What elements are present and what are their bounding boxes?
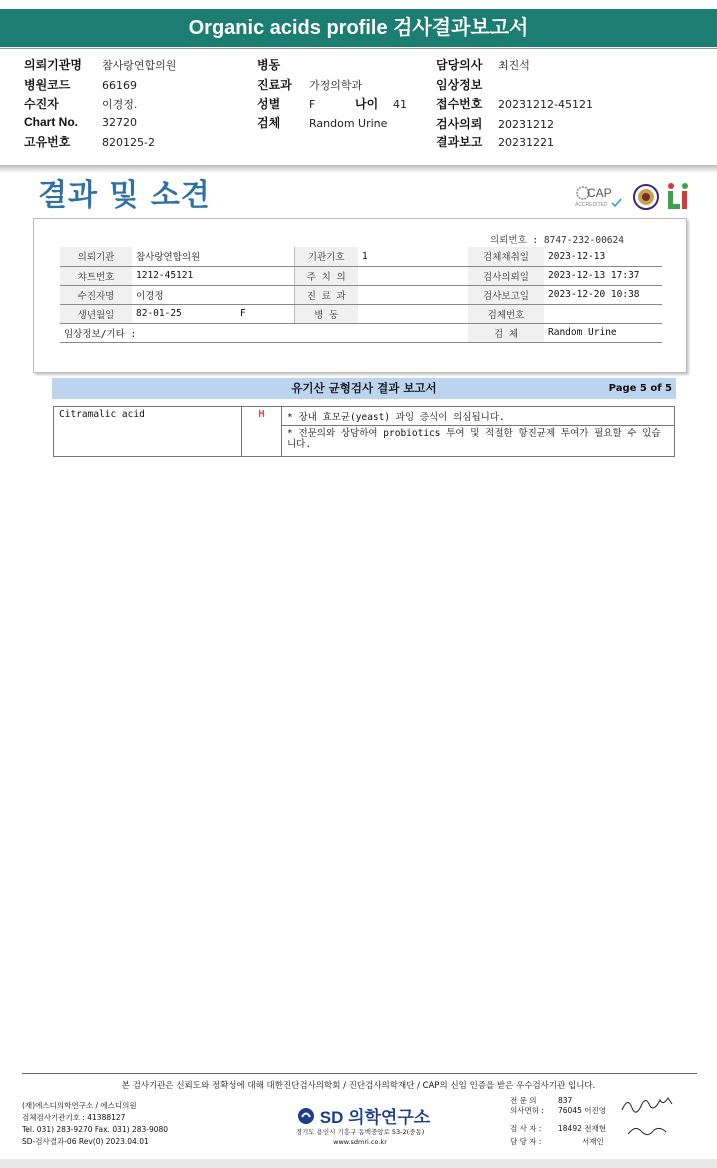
header-clinical-info: 임상정보: [436, 78, 483, 92]
analyte-name: Citramalic acid: [54, 407, 242, 457]
header-hospital-code: 병원코드 66169: [24, 78, 137, 92]
report-section-title: 유기산 균형검사 결과 보고서: [291, 381, 437, 395]
request-number: 의뢰번호 : 8747-232-00624: [490, 235, 624, 246]
society-seal-logo: [632, 182, 660, 212]
sd-lab-mark-icon: [297, 1107, 315, 1125]
result-table: [53, 406, 675, 457]
cap-sub-text: ACCREDITED: [575, 202, 608, 208]
patient-info-table: [60, 247, 662, 343]
header-doctor: 담당의사 최진석: [436, 58, 530, 72]
header-receipt-no: 접수번호 20231212-45121: [436, 97, 593, 111]
info-row: 의뢰기관 참사랑연합의원 기관기호 1 검체채취일 2023-12-13: [60, 247, 662, 266]
page-bottom-edge: [0, 1159, 717, 1168]
result-flag: H: [242, 407, 282, 457]
header-hospital: 의뢰기관명 참사랑연합의원: [24, 58, 177, 72]
header-unique-no: 고유번호 820125-2: [24, 135, 155, 149]
page-indicator: Page 5 of 5: [608, 383, 672, 394]
info-row-clinical: 임상정보/기타 : 검 체 Random Urine: [60, 323, 662, 342]
section-title: 결과 및 소견: [38, 178, 211, 213]
header-department: 진료과 가정의학과: [257, 78, 363, 92]
header-report-date: 결과보고 20231221: [436, 135, 554, 149]
lab-info: (재)에스디의학연구소 / 에스디의원 검체검사기관기호 : 41388127 Tel. 031) 283-9270 Fax. 031) 283-9080 SD-검사결과-06 Rev(0) 2023.04.01: [22, 1101, 169, 1146]
header-chart-no: Chart No. 32720: [24, 115, 137, 129]
comment-line: * 전문의와 상담하여 probiotics 투여 및 적절한 항진균제 투여가 필요할 수 있습니다.: [282, 426, 675, 457]
cap-logo: [574, 182, 630, 212]
foundation-logo: [665, 182, 691, 212]
report-title: Organic acids profile 검사결과보고서: [0, 9, 717, 47]
header-divider-top: [0, 48, 717, 49]
header-age: 나이 41: [355, 97, 407, 111]
table-row: [54, 407, 675, 426]
sd-lab-logo: SD 의학연구소: [297, 1103, 430, 1128]
header-sex: 성별 F: [257, 97, 316, 111]
header-request-date: 검사의뢰 20231212: [436, 117, 554, 131]
doctor-signature: [618, 1092, 678, 1142]
accreditation-note: 본 검사기관은 신뢰도와 정확성에 대해 대한진단검사의학회 / 진단검사의학재단 / CAP의 신임 인증을 받은 우수검사기관 입니다.: [121, 1081, 596, 1091]
header-ward: 병동: [257, 58, 281, 72]
cap-text: CAP: [587, 186, 612, 200]
footer-divider: [22, 1073, 697, 1074]
header-patient: 수진자 이경정.: [24, 97, 138, 111]
comment-line: * 장내 효모균(yeast) 과잉 증식이 의심됩니다.: [282, 407, 675, 426]
lab-address: 경기도 용인시 기흥구 동백중앙로 53-2(중동) www.sdmri.co.kr: [295, 1128, 425, 1146]
info-row: 생년월일 82-01-25 F 병 동 검체번호: [60, 304, 662, 323]
signers-list: 전 문 의 837 의사면허 : 76045 이진영 검 사 자 : 18492 전재현 담 당 자 : 서재인: [510, 1096, 606, 1146]
report-section-header: [52, 378, 676, 399]
info-row: 챠트번호 1212-45121 주 치 의 검사의뢰일 2023-12-13 17:37: [60, 266, 662, 285]
info-row: 수진자명 이경정 진 료 과 검사보고일 2023-12-20 10:38: [60, 285, 662, 304]
header-specimen: 검체 Random Urine: [257, 116, 388, 130]
